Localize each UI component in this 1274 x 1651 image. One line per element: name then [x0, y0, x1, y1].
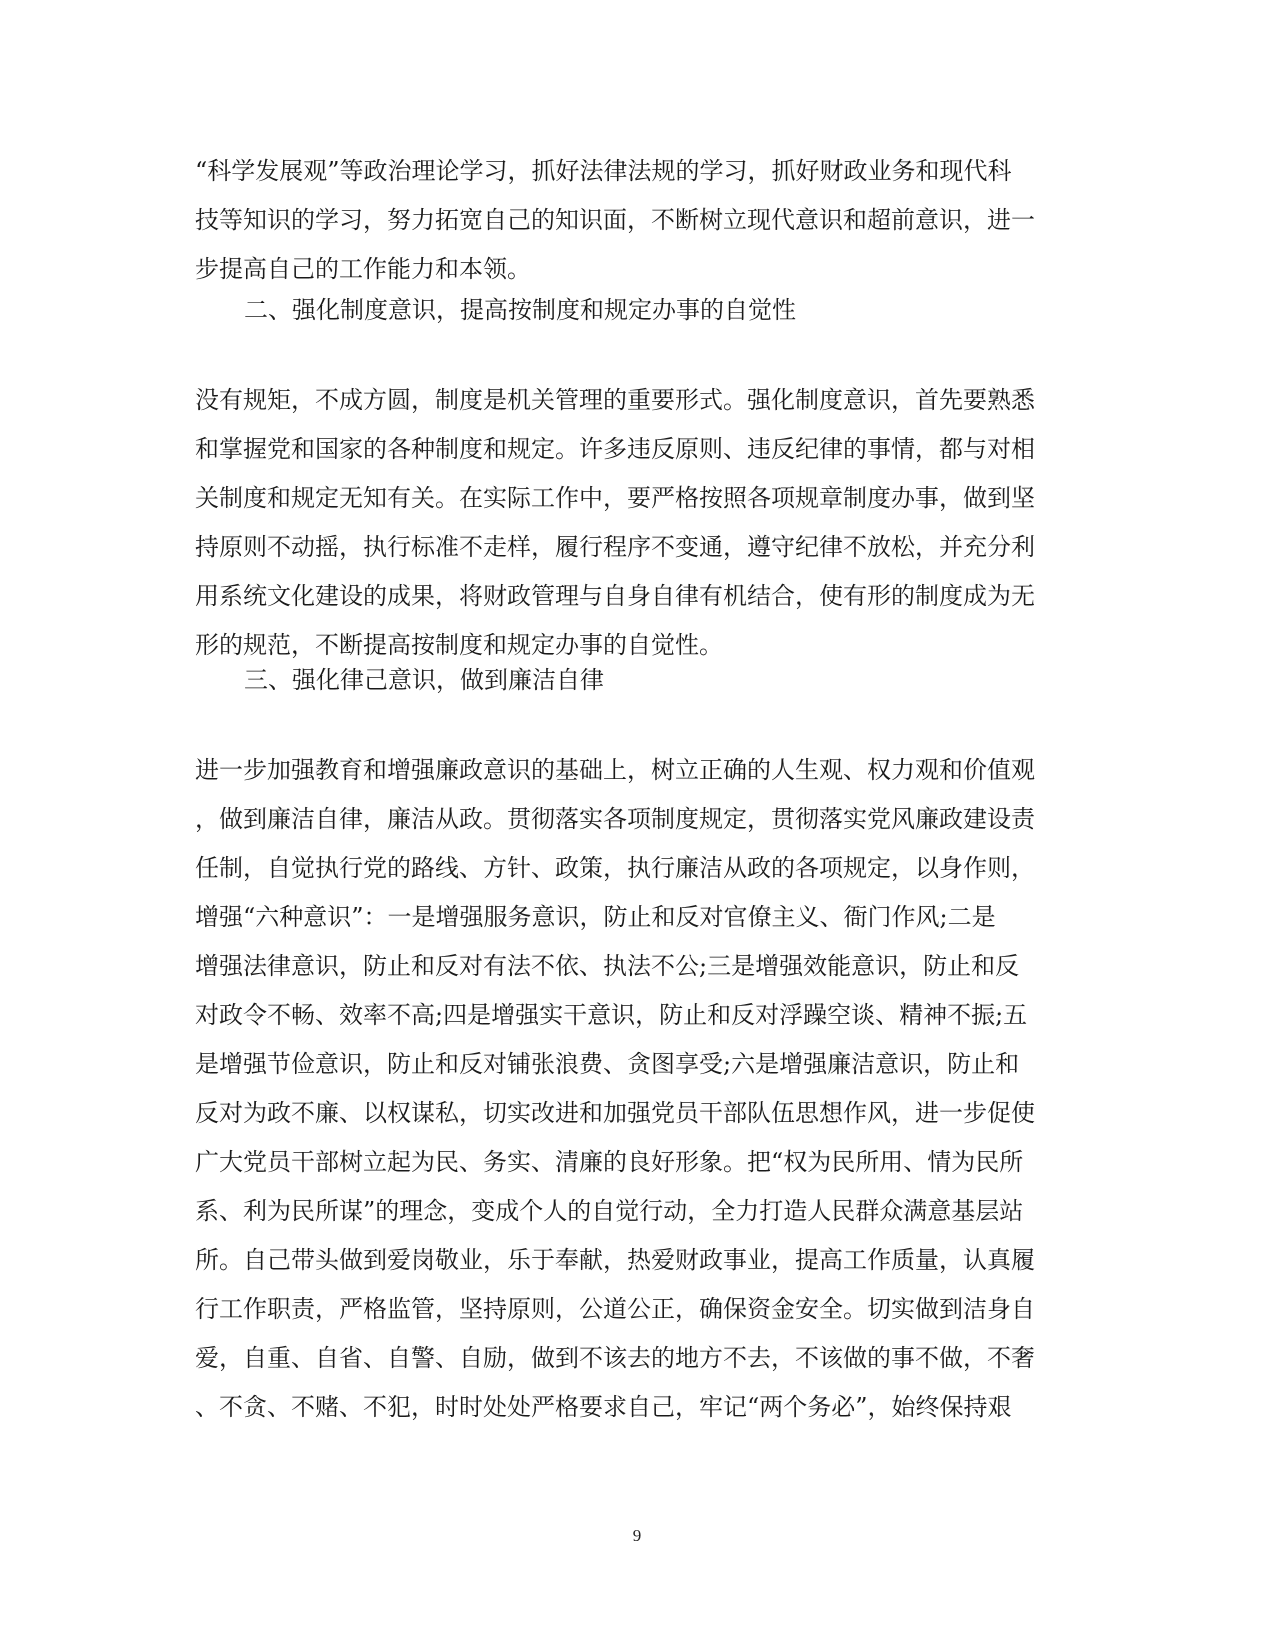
paragraph-1 — [195, 147, 1075, 294]
text-line: 任制，自觉执行党的路线、方针、政策，执行廉洁从政的各项规定，以身作则， — [195, 854, 1035, 882]
text-line: 对政令不畅、效率不高;四是增强实干意识，防止和反对浮躁空谈、精神不振;五 — [195, 1001, 1028, 1029]
heading-text: 三、强化律己意识，做到廉洁自律 — [244, 666, 604, 694]
text-line: 和掌握党和国家的各种制度和规定。许多违反原则、违反纪律的事情，都与对相 — [195, 435, 1035, 463]
text-line: 增强“六种意识”：一是增强服务意识，防止和反对官僚主义、衙门作风;二是 — [195, 903, 996, 931]
text-line: 形的规范，不断提高按制度和规定办事的自觉性。 — [195, 631, 723, 659]
page-number: 9 — [632, 1526, 642, 1545]
text-line: 步提高自己的工作能力和本领。 — [195, 255, 531, 283]
text-line: 增强法律意识，防止和反对有法不依、执法不公;三是增强效能意识，防止和反 — [195, 952, 1020, 980]
text-line: 行工作职责，严格监管，坚持原则，公道公正，确保资金安全。切实做到洁身自 — [195, 1295, 1035, 1323]
text-line: 、不贪、不赌、不犯，时时处处严格要求自己，牢记“两个务必”，始终保持艰 — [195, 1393, 1012, 1421]
text-line: 技等知识的学习，努力拓宽自己的知识面，不断树立现代意识和超前意识，进一 — [195, 206, 1035, 234]
text-line: 所。自己带头做到爱岗敬业，乐于奉献，热爱财政事业，提高工作质量，认真履 — [195, 1246, 1035, 1274]
text-line: 是增强节俭意识，防止和反对铺张浪费、贪图享受;六是增强廉洁意识，防止和 — [195, 1050, 1020, 1078]
text-line: 广大党员干部树立起为民、务实、清廉的良好形象。把“权为民所用、情为民所 — [195, 1148, 1024, 1176]
text-line: 反对为政不廉、以权谋私，切实改进和加强党员干部队伍思想作风，进一步促使 — [195, 1099, 1035, 1127]
paragraph-2 — [195, 376, 1075, 670]
text-line: 没有规矩，不成方圆，制度是机关管理的重要形式。强化制度意识，首先要熟悉 — [195, 386, 1035, 414]
section-heading-2 — [195, 286, 1075, 335]
section-heading-3 — [195, 656, 1075, 705]
text-line: “科学发展观”等政治理论学习，抓好法律法规的学习，抓好财政业务和现代科 — [195, 157, 1012, 185]
text-line: 爱，自重、自省、自警、自励，做到不该去的地方不去，不该做的事不做，不奢 — [195, 1344, 1035, 1372]
text-line: 系、利为民所谋”的理念，变成个人的自觉行动，全力打造人民群众满意基层站 — [195, 1197, 1024, 1225]
text-line: 用系统文化建设的成果，将财政管理与自身自律有机结合，使有形的制度成为无 — [195, 582, 1035, 610]
paragraph-3 — [195, 746, 1075, 1432]
heading-text: 二、强化制度意识，提高按制度和规定办事的自觉性 — [244, 296, 796, 324]
text-line: ，做到廉洁自律，廉洁从政。贯彻落实各项制度规定，贯彻落实党风廉政建设责 — [195, 805, 1035, 833]
text-line: 持原则不动摇，执行标准不走样，履行程序不变通，遵守纪律不放松，并充分利 — [195, 533, 1035, 561]
text-line: 关制度和规定无知有关。在实际工作中，要严格按照各项规章制度办事，做到坚 — [195, 484, 1035, 512]
text-line: 进一步加强教育和增强廉政意识的基础上，树立正确的人生观、权力观和价值观 — [195, 756, 1035, 784]
